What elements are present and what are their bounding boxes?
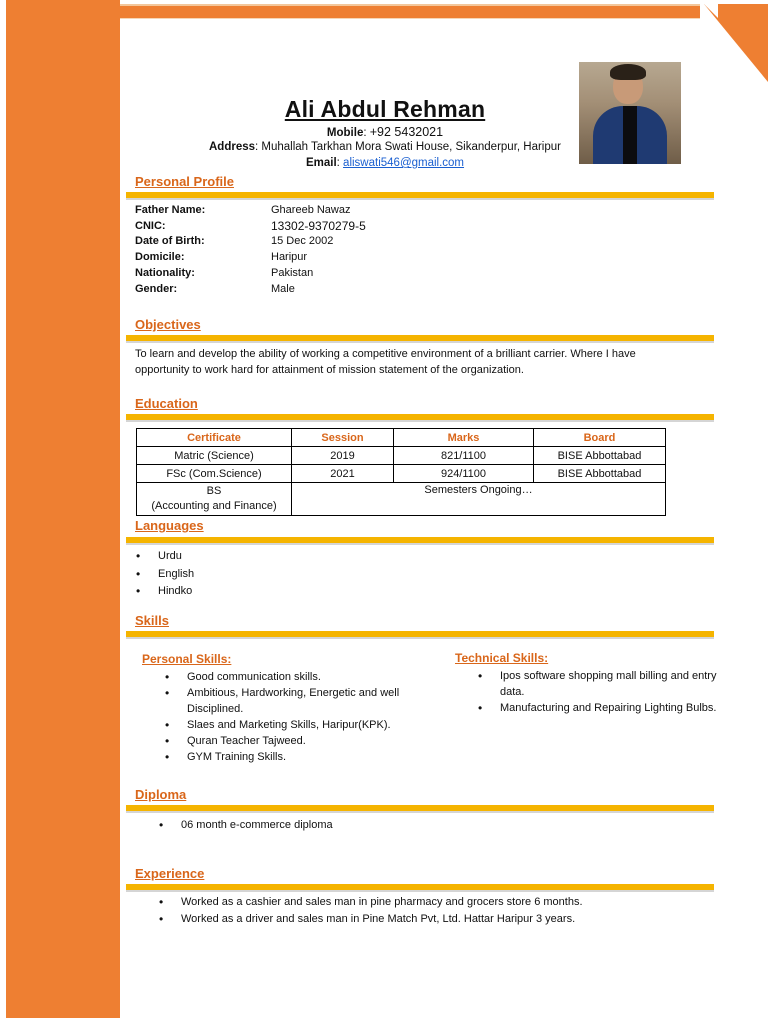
- email-line: Email: aliswati546@gmail.com: [305, 157, 465, 169]
- nationality-value: Pakistan: [271, 267, 314, 279]
- section-title-languages: Languages: [135, 518, 204, 533]
- languages-list: [136, 548, 194, 601]
- personal-skills-list: [165, 669, 435, 765]
- table-cell: Matric (Science): [137, 447, 292, 465]
- table-cell: 2019: [292, 447, 394, 465]
- nationality-label: Nationality:: [135, 267, 195, 279]
- table-cell-bs-status: Semesters Ongoing…: [292, 483, 666, 516]
- list-item: • Worked as a driver and sales man in Pine Match Pvt, Ltd. Hattar Haripur 3 years.: [159, 911, 583, 928]
- dob-value: 15 Dec 2002: [271, 235, 334, 247]
- technical-skills-title: Technical Skills:: [455, 651, 549, 665]
- address-label: Address: [208, 141, 256, 153]
- section-title-education: Education: [135, 396, 198, 411]
- list-item: • 06 month e-commerce diploma: [159, 817, 333, 833]
- cnic-value: 13302-9370279-5: [271, 219, 366, 233]
- mobile-label: Mobile: [326, 127, 364, 139]
- bs-field: (Accounting and Finance): [151, 500, 277, 512]
- left-accent-band: [6, 0, 120, 1018]
- list-item: • Ipos software shopping mall billing and entry data.: [478, 668, 718, 700]
- cnic-label: CNIC:: [135, 220, 166, 232]
- section-title-personal-profile: Personal Profile: [135, 174, 234, 189]
- list-item: • Manufacturing and Repairing Lighting Bulbs.: [478, 700, 718, 716]
- email-link[interactable]: aliswati546@gmail.com: [343, 157, 465, 169]
- table-header: Certificate: [137, 429, 292, 447]
- bs-degree: BS: [206, 485, 222, 497]
- section-rule: [126, 884, 714, 892]
- profile-photo: [579, 62, 681, 164]
- section-rule: [126, 335, 714, 343]
- table-cell: 821/1100: [394, 447, 534, 465]
- table-header: Marks: [394, 429, 534, 447]
- table-header: Session: [292, 429, 394, 447]
- table-header-row: [137, 429, 666, 447]
- list-item: • GYM Training Skills.: [165, 749, 435, 765]
- list-item: • Hindko: [136, 583, 194, 601]
- section-title-skills: Skills: [135, 613, 169, 628]
- mobile-line: Mobile: +92 5432021: [326, 125, 444, 139]
- diploma-list: [159, 817, 333, 833]
- address-value: Muhallah Tarkhan Mora Swati House, Sikanderpur, Haripur: [261, 141, 561, 153]
- list-item: • Urdu: [136, 548, 194, 566]
- domicile-value: Haripur: [271, 251, 308, 263]
- section-rule: [126, 537, 714, 545]
- mobile-value: +92 5432021: [369, 125, 444, 139]
- section-rule: [126, 631, 714, 639]
- list-item: • Good communication skills.: [165, 669, 435, 685]
- technical-skills-list: [478, 668, 718, 716]
- list-item: • Worked as a cashier and sales man in pine pharmacy and grocers store 6 months.: [159, 894, 583, 911]
- table-cell-bs: [137, 483, 292, 516]
- table-row: [137, 447, 666, 465]
- dob-label: Date of Birth:: [135, 235, 205, 247]
- section-title-diploma: Diploma: [135, 787, 187, 802]
- corner-notch: [704, 4, 718, 18]
- section-rule: [126, 805, 714, 813]
- list-item: • Quran Teacher Tajweed.: [165, 733, 435, 749]
- objectives-text: To learn and develop the ability of working a competitive environment of a brilliant carrier. Where I have opportunity to work hard for attainment of mission statement of the organization.: [135, 348, 636, 376]
- table-cell: BISE Abbottabad: [534, 447, 666, 465]
- section-rule: [126, 414, 714, 422]
- applicant-name: Ali Abdul Rehman: [284, 96, 486, 122]
- table-header: Board: [534, 429, 666, 447]
- domicile-label: Domicile:: [135, 251, 185, 263]
- education-table: [136, 428, 666, 516]
- table-cell: BISE Abbottabad: [534, 465, 666, 483]
- address-line: Address: Muhallah Tarkhan Mora Swati House, Sikanderpur, Haripur: [208, 141, 561, 153]
- top-accent-band: [120, 4, 700, 19]
- experience-list: [159, 894, 583, 928]
- table-cell: 924/1100: [394, 465, 534, 483]
- table-cell: 2021: [292, 465, 394, 483]
- section-title-objectives: Objectives: [135, 317, 201, 332]
- email-label: Email: [305, 157, 337, 169]
- list-item: • Slaes and Marketing Skills, Haripur(KPK).: [165, 717, 435, 733]
- gender-label: Gender:: [135, 283, 178, 295]
- section-title-experience: Experience: [135, 866, 205, 881]
- father-name-label: Father Name:: [135, 204, 206, 216]
- section-rule: [126, 192, 714, 200]
- father-name-value: Ghareeb Nawaz: [271, 204, 351, 216]
- table-cell: FSc (Com.Science): [137, 465, 292, 483]
- table-row: [137, 465, 666, 483]
- table-row: [137, 483, 666, 516]
- list-item: • Ambitious, Hardworking, Energetic and well Disciplined.: [165, 685, 435, 717]
- list-item: • English: [136, 566, 194, 584]
- personal-skills-title: Personal Skills:: [142, 652, 232, 666]
- gender-value: Male: [271, 283, 295, 295]
